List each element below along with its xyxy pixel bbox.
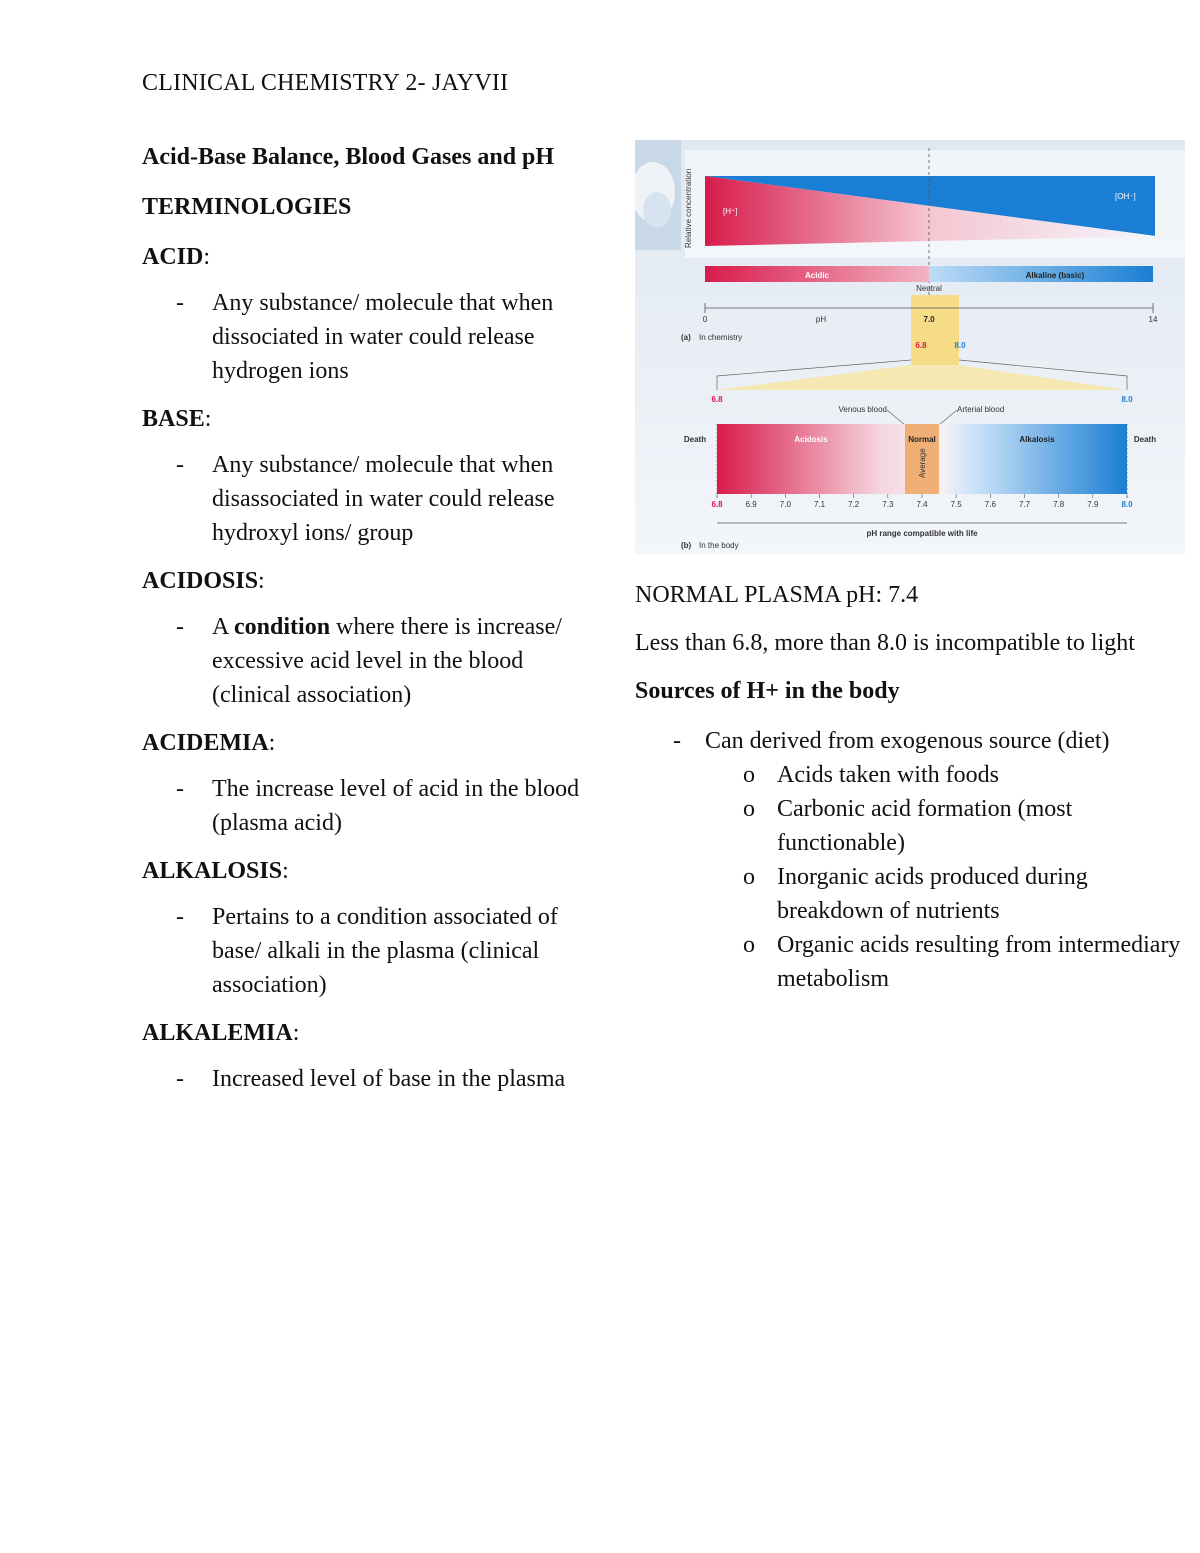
average-label: Average	[918, 448, 927, 478]
ph-tick-label: 6.9	[745, 500, 757, 509]
panel-b-text: In the body	[699, 541, 739, 550]
ph-tick-label: 7.8	[1053, 500, 1065, 509]
range-low-large: 6.8	[711, 395, 723, 404]
sub-item-organic: o Organic acids resulting from intermediary metabolism	[743, 932, 1181, 992]
term-acidosis: ACIDOSIS:	[142, 568, 265, 594]
sources-item: - Can derived from exogenous source (diet)	[673, 728, 1110, 754]
page-header: CLINICAL CHEMISTRY 2- JAYVII	[142, 70, 509, 96]
venous-blood-label: Venous blood	[838, 405, 887, 414]
definition-base: - Any substance/ molecule that when disassociated in water could release hydroxyl ions/ group	[176, 452, 555, 546]
life-range-label: pH range compatible with life	[866, 529, 978, 538]
normal-range-band	[911, 295, 959, 365]
ph-tick-label: 7.1	[813, 500, 826, 509]
photo-corner-image	[635, 140, 681, 250]
range-high-large: 8.0	[1121, 395, 1133, 404]
death-label-right: Death	[1133, 435, 1157, 444]
ph-tick-label: 7.7	[1018, 500, 1031, 509]
panel-a-label: (a)	[681, 333, 691, 342]
definition-alkalosis: - Pertains to a condition associated of base/ alkali in the plasma (clinical association)	[176, 904, 558, 998]
ph-scale-diagram	[635, 140, 1185, 554]
scale-ph-label: pH	[815, 315, 827, 324]
ph-tick-label: 7.6	[984, 500, 996, 509]
ph-tick-label: 7.5	[950, 500, 962, 509]
term-acidemia: ACIDEMIA:	[142, 730, 276, 756]
section-heading-terminologies: TERMINOLOGIES	[142, 194, 352, 220]
ph-tick-label: 7.4	[916, 500, 928, 509]
sub-item-inorganic: o Inorganic acids produced during breakdown of nutrients	[743, 864, 1088, 924]
definition-alkalemia: - Increased level of base in the plasma	[176, 1066, 566, 1092]
ph-tick-label: 8.0	[1121, 500, 1133, 509]
scale-max-label: 14	[1148, 315, 1158, 324]
sources-heading: Sources of H+ in the body	[635, 678, 900, 704]
death-label-left: Death	[683, 435, 707, 444]
term-alkalemia: ALKALEMIA:	[142, 1020, 300, 1046]
sub-item-foods: o Acids taken with foods	[743, 762, 999, 788]
ph-tick-label: 7.2	[848, 500, 860, 509]
ph-tick-label: 7.0	[779, 500, 791, 509]
scale-min-label: 0	[702, 315, 708, 324]
alkaline-label: Alkaline (basic)	[1025, 271, 1085, 280]
range-low-small: 6.8	[915, 341, 927, 350]
document-title: Acid-Base Balance, Blood Gases and pH	[142, 144, 555, 170]
sub-item-carbonic: o Carbonic acid formation (most functionable)	[743, 796, 1073, 856]
term-base: BASE:	[142, 406, 212, 432]
ph-tick-label: 7.9	[1087, 500, 1099, 509]
panel-a-text: In chemistry	[699, 333, 743, 342]
acidosis-label: Acidosis	[794, 435, 828, 444]
definition-acidosis: - A condition where there is increase/ excessive acid level in the blood (clinical association)	[176, 614, 562, 708]
oh-label: [OH⁻]	[1115, 192, 1136, 201]
alkalosis-label: Alkalosis	[1019, 435, 1055, 444]
h-label: [H⁺]	[723, 207, 738, 216]
definition-acidemia: - The increase level of acid in the blood (plasma acid)	[176, 776, 580, 836]
ph-tick-label: 7.3	[882, 500, 894, 509]
term-acid: ACID:	[142, 244, 211, 270]
term-alkalosis: ALKALOSIS:	[142, 858, 289, 884]
normal-label: Normal	[908, 435, 936, 444]
neutral-label: Neutral	[916, 284, 942, 293]
y-axis-label: Relative concentration	[684, 168, 693, 248]
arterial-blood-label: Arterial blood	[957, 405, 1005, 414]
range-high-small: 8.0	[954, 341, 966, 350]
ph-tick-label: 6.8	[711, 500, 723, 509]
panel-b-label: (b)	[681, 541, 692, 550]
incompatible-note: Less than 6.8, more than 8.0 is incompatible to light	[635, 630, 1135, 656]
right-column	[635, 140, 1195, 996]
acidic-label: Acidic	[804, 271, 830, 280]
scale-mid-label: 7.0	[923, 315, 935, 324]
normal-plasma-ph: NORMAL PLASMA pH: 7.4	[635, 582, 919, 608]
left-column	[142, 140, 582, 1110]
definition-acid: - Any substance/ molecule that when dissociated in water could release hydrogen ions	[176, 290, 554, 384]
ph-scale-figure	[635, 140, 1185, 554]
